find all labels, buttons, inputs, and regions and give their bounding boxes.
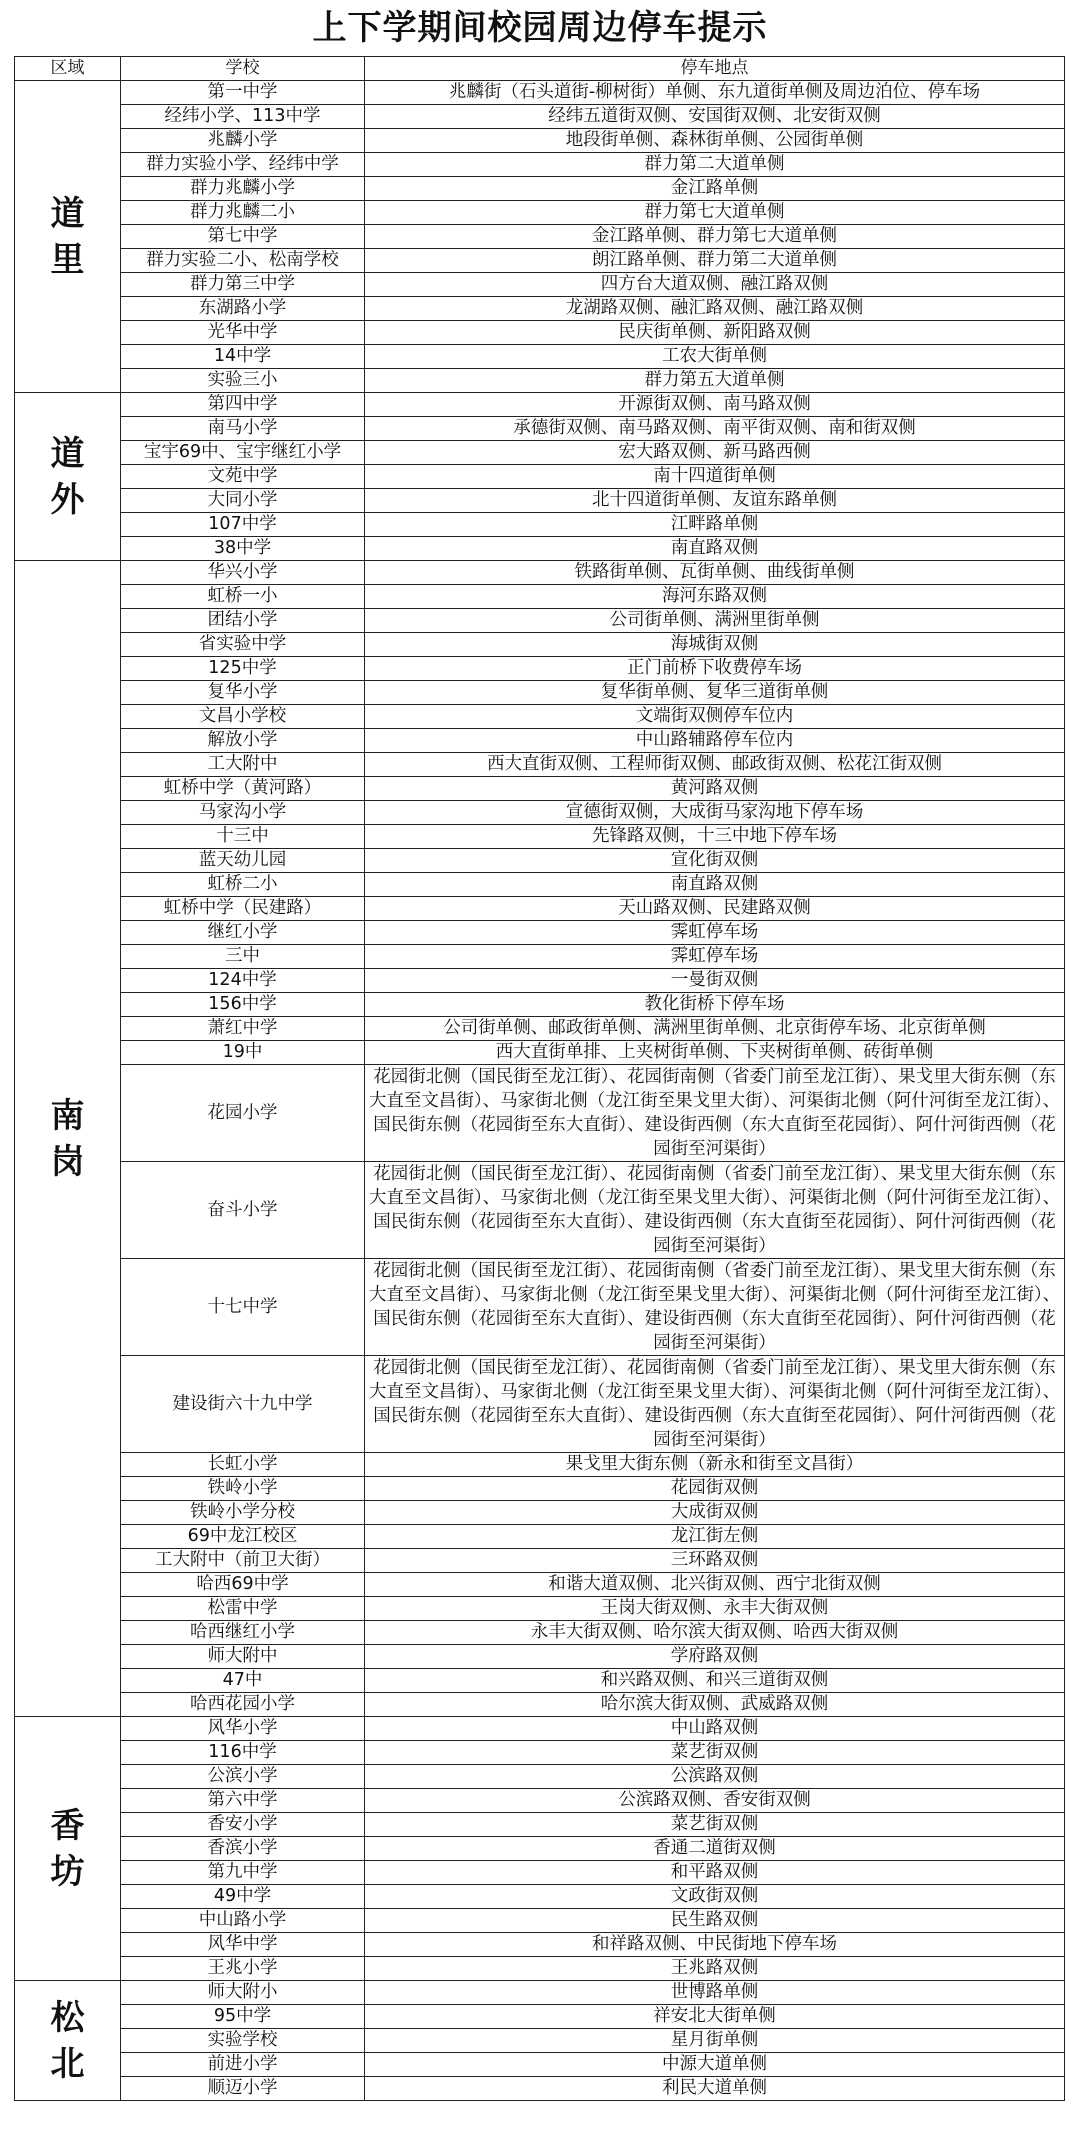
- region-cell: 道外: [15, 393, 121, 561]
- school-cell: 群力兆麟小学: [121, 177, 365, 201]
- school-cell: 长虹小学: [121, 1453, 365, 1477]
- table-row: [15, 177, 1065, 201]
- table-row: [15, 369, 1065, 393]
- table-row: [15, 1017, 1065, 1041]
- location-cell: 文端街双侧停车位内: [365, 705, 1065, 729]
- location-cell: 南直路双侧: [365, 537, 1065, 561]
- school-cell: 49中学: [121, 1885, 365, 1909]
- school-cell: 风华小学: [121, 1717, 365, 1741]
- location-cell: 承德街双侧、南马路双侧、南平街双侧、南和街双侧: [365, 417, 1065, 441]
- table-row: [15, 1065, 1065, 1162]
- school-cell: 19中: [121, 1041, 365, 1065]
- location-cell: 利民大道单侧: [365, 2077, 1065, 2101]
- table-body: [15, 81, 1065, 2101]
- table-row: [15, 2029, 1065, 2053]
- table-row: [15, 1259, 1065, 1356]
- table-row: [15, 633, 1065, 657]
- header-region: 区域: [15, 57, 121, 81]
- location-cell: 金江路单侧: [365, 177, 1065, 201]
- location-cell: 菜艺街双侧: [365, 1741, 1065, 1765]
- table-row: [15, 1453, 1065, 1477]
- table-row: [15, 441, 1065, 465]
- location-cell: 哈尔滨大街双侧、武威路双侧: [365, 1693, 1065, 1717]
- table-row: [15, 945, 1065, 969]
- location-cell: 祥安北大街单侧: [365, 2005, 1065, 2029]
- school-cell: 经纬小学、113中学: [121, 105, 365, 129]
- table-row: [15, 1693, 1065, 1717]
- location-cell: 花园街北侧（国民街至龙江街）、花园街南侧（省委门前至龙江街）、果戈里大街东侧（东大直至文昌街）、马家街北侧（龙江街至果戈里大街）、河渠街北侧（阿什河街至龙江街）、国民街东侧（花园街至东大直街）、建设街西侧（东大直街至花园街）、阿什河街西侧（花园街至河渠街）: [365, 1065, 1065, 1162]
- location-cell: 教化街桥下停车场: [365, 993, 1065, 1017]
- school-cell: 116中学: [121, 1741, 365, 1765]
- table-row: [15, 1813, 1065, 1837]
- table-row: [15, 1837, 1065, 1861]
- location-cell: 公司街单侧、邮政街单侧、满洲里街单侧、北京街停车场、北京街单侧: [365, 1017, 1065, 1041]
- table-row: [15, 417, 1065, 441]
- location-cell: 地段街单侧、森林街单侧、公园街单侧: [365, 129, 1065, 153]
- school-cell: 宝宇69中、宝宇继红小学: [121, 441, 365, 465]
- school-cell: 群力实验二小、松南学校: [121, 249, 365, 273]
- school-cell: 中山路小学: [121, 1909, 365, 1933]
- school-cell: 萧红中学: [121, 1017, 365, 1041]
- location-cell: 文政街双侧: [365, 1885, 1065, 1909]
- location-cell: 民庆街单侧、新阳路双侧: [365, 321, 1065, 345]
- school-cell: 14中学: [121, 345, 365, 369]
- school-cell: 顺迈小学: [121, 2077, 365, 2101]
- location-cell: 菜艺街双侧: [365, 1813, 1065, 1837]
- location-cell: 世博路单侧: [365, 1981, 1065, 2005]
- location-cell: 西大直街单排、上夹树街单侧、下夹树街单侧、砖街单侧: [365, 1041, 1065, 1065]
- table-row: [15, 465, 1065, 489]
- school-cell: 工大附中: [121, 753, 365, 777]
- table-row: [15, 2077, 1065, 2101]
- table-row: [15, 1717, 1065, 1741]
- header-row: [15, 57, 1065, 81]
- table-row: [15, 1041, 1065, 1065]
- table-row: [15, 105, 1065, 129]
- table-row: [15, 969, 1065, 993]
- location-cell: 先锋路双侧，十三中地下停车场: [365, 825, 1065, 849]
- school-cell: 156中学: [121, 993, 365, 1017]
- region-cell: 道里: [15, 81, 121, 393]
- location-cell: 宣化街双侧: [365, 849, 1065, 873]
- location-cell: 大成街双侧: [365, 1501, 1065, 1525]
- location-cell: 西大直街双侧、工程师街双侧、邮政街双侧、松花江街双侧: [365, 753, 1065, 777]
- location-cell: 中山路双侧: [365, 1717, 1065, 1741]
- school-cell: 工大附中（前卫大街）: [121, 1549, 365, 1573]
- location-cell: 果戈里大街东侧（新永和街至文昌街）: [365, 1453, 1065, 1477]
- school-cell: 69中龙江校区: [121, 1525, 365, 1549]
- table-row: [15, 225, 1065, 249]
- location-cell: 王岗大街双侧、永丰大街双侧: [365, 1597, 1065, 1621]
- school-cell: 继红小学: [121, 921, 365, 945]
- table-row: [15, 873, 1065, 897]
- school-cell: 第六中学: [121, 1789, 365, 1813]
- school-cell: 124中学: [121, 969, 365, 993]
- school-cell: 第一中学: [121, 81, 365, 105]
- location-cell: 王兆路双侧: [365, 1957, 1065, 1981]
- region-cell: 松北: [15, 1981, 121, 2101]
- location-cell: 兆麟街（石头道街-柳树街）单侧、东九道街单侧及周边泊位、停车场: [365, 81, 1065, 105]
- table-row: [15, 993, 1065, 1017]
- location-cell: 星月街单侧: [365, 2029, 1065, 2053]
- table-row: [15, 681, 1065, 705]
- school-cell: 群力实验小学、经纬中学: [121, 153, 365, 177]
- table-row: [15, 849, 1065, 873]
- location-cell: 花园街北侧（国民街至龙江街）、花园街南侧（省委门前至龙江街）、果戈里大街东侧（东大直至文昌街）、马家街北侧（龙江街至果戈里大街）、河渠街北侧（阿什河街至龙江街）、国民街东侧（花园街至东大直街）、建设街西侧（东大直街至花园街）、阿什河街西侧（花园街至河渠街）: [365, 1259, 1065, 1356]
- school-cell: 兆麟小学: [121, 129, 365, 153]
- location-cell: 工农大街单侧: [365, 345, 1065, 369]
- school-cell: 东湖路小学: [121, 297, 365, 321]
- location-cell: 香通二道街双侧: [365, 1837, 1065, 1861]
- table-row: [15, 1861, 1065, 1885]
- school-cell: 虹桥一小: [121, 585, 365, 609]
- school-cell: 光华中学: [121, 321, 365, 345]
- location-cell: 龙湖路双侧、融汇路双侧、融江路双侧: [365, 297, 1065, 321]
- table-row: [15, 1573, 1065, 1597]
- location-cell: 霁虹停车场: [365, 921, 1065, 945]
- location-cell: 开源街双侧、南马路双侧: [365, 393, 1065, 417]
- location-cell: 宣德街双侧，大成街马家沟地下停车场: [365, 801, 1065, 825]
- school-cell: 实验三小: [121, 369, 365, 393]
- table-row: [15, 81, 1065, 105]
- school-cell: 大同小学: [121, 489, 365, 513]
- location-cell: 花园街北侧（国民街至龙江街）、花园街南侧（省委门前至龙江街）、果戈里大街东侧（东大直至文昌街）、马家街北侧（龙江街至果戈里大街）、河渠街北侧（阿什河街至龙江街）、国民街东侧（花园街至东大直街）、建设街西侧（东大直街至花园街）、阿什河街西侧（花园街至河渠街）: [365, 1356, 1065, 1453]
- location-cell: 花园街北侧（国民街至龙江街）、花园街南侧（省委门前至龙江街）、果戈里大街东侧（东大直至文昌街）、马家街北侧（龙江街至果戈里大街）、河渠街北侧（阿什河街至龙江街）、国民街东侧（花园街至东大直街）、建设街西侧（东大直街至花园街）、阿什河街西侧（花园街至河渠街）: [365, 1162, 1065, 1259]
- table-row: [15, 1597, 1065, 1621]
- school-cell: 第七中学: [121, 225, 365, 249]
- table-row: [15, 249, 1065, 273]
- location-cell: 中源大道单侧: [365, 2053, 1065, 2077]
- table-row: [15, 2053, 1065, 2077]
- school-cell: 虹桥二小: [121, 873, 365, 897]
- school-cell: 师大附小: [121, 1981, 365, 2005]
- school-cell: 十三中: [121, 825, 365, 849]
- location-cell: 公滨路双侧: [365, 1765, 1065, 1789]
- table-row: [15, 1933, 1065, 1957]
- location-cell: 正门前桥下收费停车场: [365, 657, 1065, 681]
- location-cell: 和谐大道双侧、北兴街双侧、西宁北街双侧: [365, 1573, 1065, 1597]
- location-cell: 江畔路单侧: [365, 513, 1065, 537]
- location-cell: 公滨路双侧、香安街双侧: [365, 1789, 1065, 1813]
- school-cell: 建设街六十九中学: [121, 1356, 365, 1453]
- table-row: [15, 1789, 1065, 1813]
- location-cell: 霁虹停车场: [365, 945, 1065, 969]
- table-row: [15, 1957, 1065, 1981]
- location-cell: 南直路双侧: [365, 873, 1065, 897]
- table-row: [15, 657, 1065, 681]
- school-cell: 哈西69中学: [121, 1573, 365, 1597]
- location-cell: 花园街双侧: [365, 1477, 1065, 1501]
- location-cell: 民生路双侧: [365, 1909, 1065, 1933]
- table-row: [15, 513, 1065, 537]
- school-cell: 前进小学: [121, 2053, 365, 2077]
- location-cell: 龙江街左侧: [365, 1525, 1065, 1549]
- location-cell: 四方台大道双侧、融江路双侧: [365, 273, 1065, 297]
- location-cell: 和兴路双侧、和兴三道街双侧: [365, 1669, 1065, 1693]
- table-row: [15, 1477, 1065, 1501]
- table-row: [15, 1549, 1065, 1573]
- table-row: [15, 729, 1065, 753]
- table-row: [15, 1909, 1065, 1933]
- location-cell: 群力第二大道单侧: [365, 153, 1065, 177]
- location-cell: 海河东路双侧: [365, 585, 1065, 609]
- school-cell: 解放小学: [121, 729, 365, 753]
- table-row: [15, 921, 1065, 945]
- location-cell: 北十四道街单侧、友谊东路单侧: [365, 489, 1065, 513]
- table-row: [15, 585, 1065, 609]
- header-location: 停车地点: [365, 57, 1065, 81]
- region-cell: 香坊: [15, 1717, 121, 1981]
- school-cell: 38中学: [121, 537, 365, 561]
- table-row: [15, 705, 1065, 729]
- location-cell: 群力第五大道单侧: [365, 369, 1065, 393]
- table-row: [15, 297, 1065, 321]
- school-cell: 十七中学: [121, 1259, 365, 1356]
- school-cell: 铁岭小学: [121, 1477, 365, 1501]
- header-school: 学校: [121, 57, 365, 81]
- school-cell: 华兴小学: [121, 561, 365, 585]
- school-cell: 铁岭小学分校: [121, 1501, 365, 1525]
- school-cell: 虹桥中学（民建路）: [121, 897, 365, 921]
- table-header: [15, 57, 1065, 81]
- school-cell: 哈西继红小学: [121, 1621, 365, 1645]
- table-row: [15, 393, 1065, 417]
- school-cell: 师大附中: [121, 1645, 365, 1669]
- table-row: [15, 489, 1065, 513]
- table-row: [15, 1981, 1065, 2005]
- table-row: [15, 801, 1065, 825]
- table-row: [15, 345, 1065, 369]
- school-cell: 香安小学: [121, 1813, 365, 1837]
- region-cell: 南岗: [15, 561, 121, 1717]
- location-cell: 黄河路双侧: [365, 777, 1065, 801]
- table-row: [15, 753, 1065, 777]
- parking-table: [14, 56, 1065, 2101]
- table-row: [15, 1645, 1065, 1669]
- location-cell: 公司街单侧、满洲里街单侧: [365, 609, 1065, 633]
- table-row: [15, 201, 1065, 225]
- school-cell: 团结小学: [121, 609, 365, 633]
- school-cell: 马家沟小学: [121, 801, 365, 825]
- location-cell: 和祥路双侧、中民街地下停车场: [365, 1933, 1065, 1957]
- school-cell: 南马小学: [121, 417, 365, 441]
- table-row: [15, 561, 1065, 585]
- school-cell: 第九中学: [121, 1861, 365, 1885]
- location-cell: 铁路街单侧、瓦街单侧、曲线街单侧: [365, 561, 1065, 585]
- school-cell: 107中学: [121, 513, 365, 537]
- table-row: [15, 129, 1065, 153]
- location-cell: 天山路双侧、民建路双侧: [365, 897, 1065, 921]
- school-cell: 松雷中学: [121, 1597, 365, 1621]
- location-cell: 海城街双侧: [365, 633, 1065, 657]
- school-cell: 实验学校: [121, 2029, 365, 2053]
- table-row: [15, 1621, 1065, 1645]
- location-cell: 中山路辅路停车位内: [365, 729, 1065, 753]
- location-cell: 学府路双侧: [365, 1645, 1065, 1669]
- location-cell: 金江路单侧、群力第七大道单侧: [365, 225, 1065, 249]
- school-cell: 文昌小学校: [121, 705, 365, 729]
- table-row: [15, 777, 1065, 801]
- school-cell: 风华中学: [121, 1933, 365, 1957]
- table-row: [15, 1162, 1065, 1259]
- table-row: [15, 1525, 1065, 1549]
- school-cell: 王兆小学: [121, 1957, 365, 1981]
- table-row: [15, 1501, 1065, 1525]
- school-cell: 哈西花园小学: [121, 1693, 365, 1717]
- school-cell: 奋斗小学: [121, 1162, 365, 1259]
- table-row: [15, 537, 1065, 561]
- table-row: [15, 609, 1065, 633]
- location-cell: 三环路双侧: [365, 1549, 1065, 1573]
- table-row: [15, 2005, 1065, 2029]
- location-cell: 一曼街双侧: [365, 969, 1065, 993]
- table-row: [15, 153, 1065, 177]
- school-cell: 群力第三中学: [121, 273, 365, 297]
- school-cell: 香滨小学: [121, 1837, 365, 1861]
- school-cell: 47中: [121, 1669, 365, 1693]
- school-cell: 省实验中学: [121, 633, 365, 657]
- location-cell: 和平路双侧: [365, 1861, 1065, 1885]
- table-row: [15, 321, 1065, 345]
- school-cell: 公滨小学: [121, 1765, 365, 1789]
- school-cell: 群力兆麟二小: [121, 201, 365, 225]
- location-cell: 经纬五道街双侧、安国街双侧、北安街双侧: [365, 105, 1065, 129]
- location-cell: 宏大路双侧、新马路西侧: [365, 441, 1065, 465]
- table-row: [15, 1741, 1065, 1765]
- table-row: [15, 1885, 1065, 1909]
- table-row: [15, 897, 1065, 921]
- school-cell: 虹桥中学（黄河路）: [121, 777, 365, 801]
- school-cell: 三中: [121, 945, 365, 969]
- school-cell: 95中学: [121, 2005, 365, 2029]
- school-cell: 文苑中学: [121, 465, 365, 489]
- school-cell: 第四中学: [121, 393, 365, 417]
- school-cell: 蓝天幼儿园: [121, 849, 365, 873]
- table-row: [15, 825, 1065, 849]
- school-cell: 花园小学: [121, 1065, 365, 1162]
- table-row: [15, 1356, 1065, 1453]
- location-cell: 朗江路单侧、群力第二大道单侧: [365, 249, 1065, 273]
- table-row: [15, 1669, 1065, 1693]
- table-row: [15, 273, 1065, 297]
- school-cell: 125中学: [121, 657, 365, 681]
- table-row: [15, 1765, 1065, 1789]
- location-cell: 永丰大街双侧、哈尔滨大街双侧、哈西大街双侧: [365, 1621, 1065, 1645]
- school-cell: 复华小学: [121, 681, 365, 705]
- location-cell: 南十四道街单侧: [365, 465, 1065, 489]
- location-cell: 复华街单侧、复华三道街单侧: [365, 681, 1065, 705]
- page-title: 上下学期间校园周边停车提示: [312, 8, 768, 48]
- location-cell: 群力第七大道单侧: [365, 201, 1065, 225]
